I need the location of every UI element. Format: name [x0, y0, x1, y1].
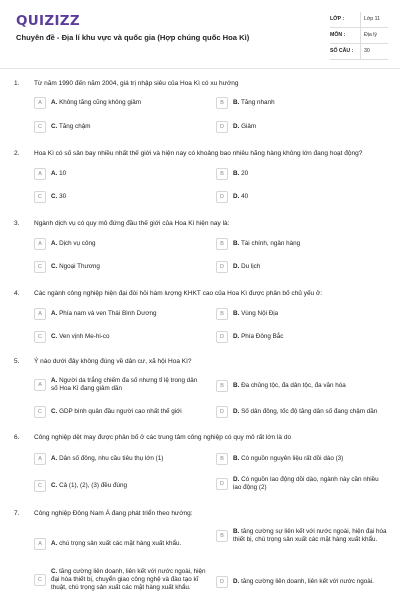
option-c[interactable]	[34, 191, 214, 203]
option-letter: A	[34, 379, 46, 391]
option-d[interactable]	[216, 261, 386, 273]
option-text: GDP bình quân đầu người cao nhất thế giới	[59, 408, 182, 415]
option-text: tăng cường liên doanh, liên kết với nước ngoài.	[241, 578, 374, 585]
question-text: Công nghiệp Đông Nam Á đang phát triển theo hướng:	[34, 510, 193, 517]
quizizz-logo: QUIZIZZ	[16, 13, 80, 29]
option-letter: D	[216, 478, 228, 490]
option-b[interactable]	[216, 168, 386, 180]
option-prefix: B.	[233, 455, 240, 462]
option-letter: B	[216, 308, 228, 320]
header	[0, 0, 400, 68]
option-d[interactable]	[216, 331, 386, 343]
option-b[interactable]	[216, 308, 386, 320]
option-letter: C	[34, 191, 46, 203]
option-letter: A	[34, 453, 46, 465]
option-prefix: B.	[233, 99, 240, 106]
question-text: Từ năm 1990 đến năm 2004, giá trị nhập siêu của Hoa Kì có xu hướng	[34, 80, 239, 87]
option-text: Giảm	[241, 123, 257, 130]
question-text: Ý nào dưới đây không đúng về dân cư, xã hội Hoa Kì?	[34, 358, 192, 365]
option-text: Cả (1), (2), (3) đều đúng	[59, 482, 127, 489]
option-prefix: B.	[233, 528, 240, 535]
option-prefix: A.	[51, 455, 58, 462]
option-prefix: A.	[51, 540, 58, 547]
worksheet-topic: Chuyên đề - Địa lí khu vực và quốc gia (Hợp chúng quốc Hoa Kì)	[16, 33, 250, 42]
option-prefix: D.	[233, 578, 240, 585]
option-prefix: B.	[233, 310, 240, 317]
option-text: 20	[241, 170, 249, 177]
option-prefix: D.	[233, 333, 240, 340]
option-text: Có nguồn lao động dồi dào, ngành này cần nhiều lao động (2)	[233, 476, 379, 491]
option-letter: A	[34, 97, 46, 109]
option-text: 10	[59, 170, 67, 177]
option-letter: A	[34, 308, 46, 320]
option-prefix: A.	[51, 170, 58, 177]
option-prefix: A.	[51, 377, 58, 384]
option-c[interactable]	[34, 406, 214, 418]
option-a[interactable]	[34, 308, 214, 320]
option-text: chú trọng sản xuất các mặt hàng xuất khẩu.	[59, 540, 182, 547]
option-a[interactable]	[34, 168, 214, 180]
meta-label: SỐ CÂU :	[330, 48, 354, 54]
question-number: 7.	[14, 510, 20, 517]
option-prefix: D.	[233, 408, 240, 415]
meta-value: Lớp 11	[364, 16, 380, 22]
option-d[interactable]	[216, 121, 386, 133]
option-prefix: C.	[51, 263, 58, 270]
option-text: Có nguồn nguyên liệu rất dồi dào (3)	[241, 455, 344, 462]
option-d[interactable]	[216, 476, 386, 492]
question-number: 2.	[14, 150, 20, 157]
option-c[interactable]	[34, 121, 214, 133]
option-prefix: A.	[51, 99, 58, 106]
option-text: tăng cường liên doanh, liên kết với nước ngoài, hiện đại hóa thiết bị, chuyển giao công nghệ và đào tạo kĩ thuật, chú trọng sản xuất các mặt hàng xuất khẩu.	[51, 568, 206, 591]
option-letter: B	[216, 97, 228, 109]
option-b[interactable]	[216, 380, 386, 392]
option-d[interactable]	[216, 576, 394, 588]
question-number: 5.	[14, 358, 20, 365]
header-divider	[0, 68, 400, 69]
option-d[interactable]	[216, 191, 386, 203]
option-prefix: A.	[51, 310, 58, 317]
option-letter: D	[216, 121, 228, 133]
option-prefix: C.	[51, 568, 58, 575]
option-text: Du lịch	[241, 263, 261, 270]
question-text: Ngành dịch vụ có quy mô đứng đầu thế giới của Hoa Kì hiện nay là:	[34, 220, 230, 227]
option-letter: D	[216, 191, 228, 203]
question-text: Công nghiệp dệt may được phân bố ở các trung tâm công nghiệp có quy mô rất lớn là do	[34, 434, 292, 441]
option-letter: C	[34, 574, 46, 586]
option-prefix: B.	[233, 382, 240, 389]
option-prefix: D.	[233, 263, 240, 270]
option-b[interactable]	[216, 238, 386, 250]
option-text: Ven vịnh Me-hi-co	[59, 333, 110, 340]
option-a[interactable]	[34, 538, 214, 550]
option-letter: A	[34, 238, 46, 250]
option-text: 30	[59, 193, 67, 200]
option-letter: B	[216, 168, 228, 180]
meta-value: 30	[364, 48, 370, 54]
option-letter: C	[34, 480, 46, 492]
option-text: Dân số đông, nhu cầu tiêu thụ lớn (1)	[59, 455, 164, 462]
option-letter: D	[216, 261, 228, 273]
meta-row-subject	[330, 28, 388, 44]
option-letter: B	[216, 453, 228, 465]
option-text: Tăng chậm	[58, 123, 91, 130]
option-prefix: D.	[233, 476, 240, 483]
meta-row-class	[330, 12, 388, 28]
option-letter: B	[216, 530, 228, 542]
option-c[interactable]	[34, 480, 214, 492]
option-b[interactable]	[216, 453, 386, 465]
question-number: 1.	[14, 80, 20, 87]
option-letter: B	[216, 238, 228, 250]
meta-label: LỚP :	[330, 16, 345, 22]
option-text: Phía Đông Bắc	[241, 333, 284, 340]
option-a[interactable]	[34, 238, 214, 250]
option-letter: C	[34, 261, 46, 273]
option-prefix: D.	[233, 193, 240, 200]
option-c[interactable]	[34, 261, 214, 273]
option-prefix: D.	[233, 123, 240, 130]
option-a[interactable]	[34, 453, 214, 465]
option-letter: A	[34, 538, 46, 550]
option-letter: C	[34, 331, 46, 343]
option-text: Dịch vụ công	[59, 240, 96, 247]
option-letter: D	[216, 406, 228, 418]
question-number: 6.	[14, 434, 20, 441]
question-number: 4.	[14, 290, 20, 297]
option-letter: C	[34, 121, 46, 133]
option-prefix: C.	[51, 123, 58, 130]
meta-row-count	[330, 44, 388, 60]
option-letter: B	[216, 380, 228, 392]
option-prefix: C.	[51, 193, 58, 200]
option-letter: C	[34, 406, 46, 418]
option-prefix: C.	[51, 408, 58, 415]
option-letter: A	[34, 168, 46, 180]
option-prefix: B.	[233, 170, 240, 177]
option-letter: D	[216, 576, 228, 588]
option-text: Đa chủng tộc, đa dân tộc, đa văn hóa	[241, 382, 346, 389]
option-c[interactable]	[34, 331, 214, 343]
option-b[interactable]	[216, 97, 386, 109]
question-text: Các ngành công nghiệp hiện đại đòi hỏi hàm lượng KHKT cao của Hoa Kì được phân bố chủ yếu ở:	[34, 290, 323, 297]
option-a[interactable]	[34, 97, 214, 109]
option-text: Số dân đông, tốc độ tăng dân số đang chậm dần	[241, 408, 378, 415]
option-text: tăng cường sự liên kết với nước ngoài, hiện đại hóa thiết bị, chú trọng sản xuất các mặt hàng xuất khẩu.	[233, 528, 387, 543]
option-a[interactable]	[34, 377, 212, 393]
option-text: Tăng nhanh	[240, 99, 275, 106]
option-text: Ngoại Thương	[59, 263, 100, 270]
option-prefix: C.	[51, 333, 58, 340]
option-text: Tài chính, ngân hàng	[240, 240, 301, 247]
meta-value: Địa lý	[364, 32, 377, 38]
option-prefix: C.	[51, 482, 58, 489]
option-prefix: B.	[233, 240, 240, 247]
option-text: Vùng Nội Địa	[241, 310, 279, 317]
option-d[interactable]	[216, 406, 394, 418]
option-prefix: A.	[51, 240, 58, 247]
option-text: Người da trắng chiếm đa số nhưng tỉ lệ trong dân số Hoa Kì đang giảm dần	[51, 377, 198, 392]
option-c[interactable]	[34, 568, 214, 592]
question-number: 3.	[14, 220, 20, 227]
option-b[interactable]	[216, 528, 392, 544]
option-letter: D	[216, 331, 228, 343]
question-text: Hoa Kì có số sân bay nhiều nhất thế giới và hiện nay có khoảng bao nhiêu hãng hàng không lớn đang hoạt động?	[34, 150, 363, 157]
option-text: Phía nam và ven Thái Bình Dương	[59, 310, 157, 317]
meta-label: MÔN :	[330, 32, 346, 38]
option-text: Không tăng cũng không giảm	[59, 99, 141, 106]
option-text: 40	[241, 193, 249, 200]
